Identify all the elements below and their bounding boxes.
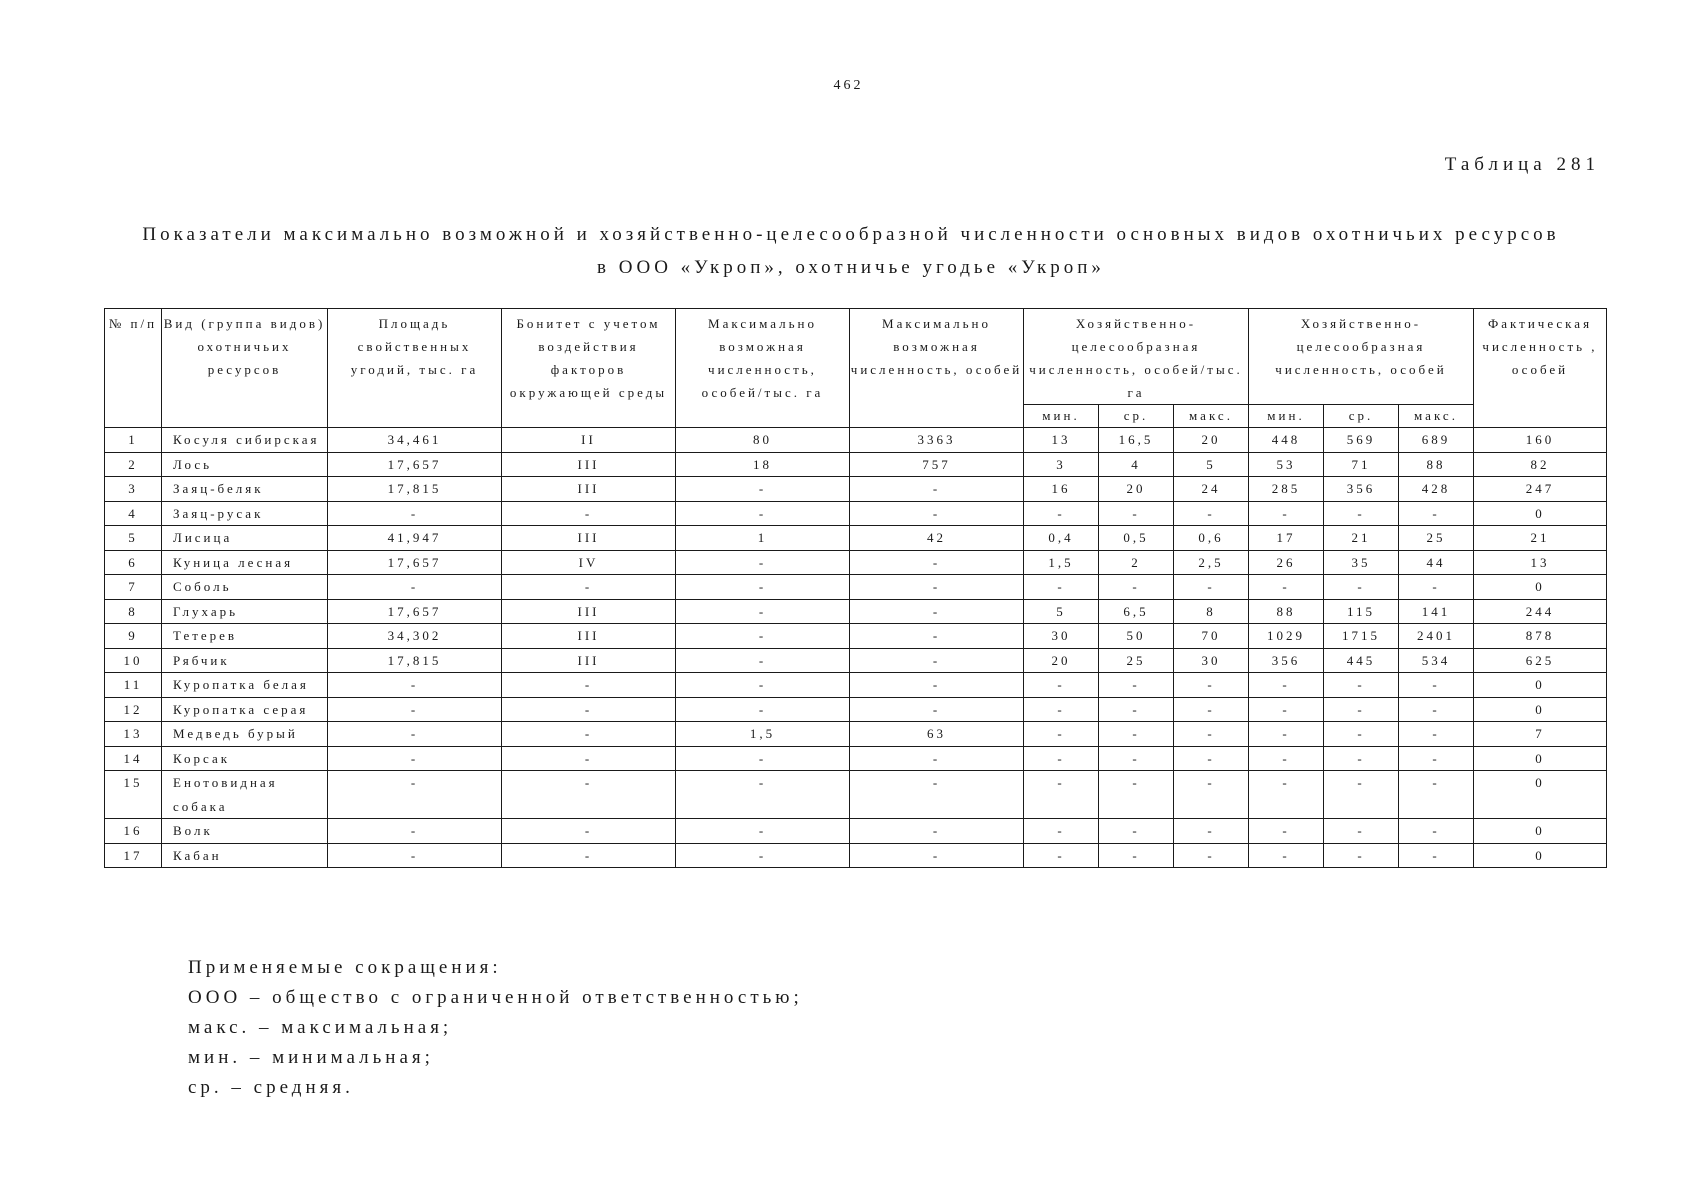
cell-max-density: 18 xyxy=(676,452,850,477)
table-title xyxy=(104,218,1598,284)
cell-species: Куропатка белая xyxy=(162,673,328,698)
cell-hcn-count-max: - xyxy=(1399,673,1474,698)
cell-hcn-count-avg: - xyxy=(1324,819,1399,844)
abbreviations-notes xyxy=(188,953,803,1103)
table-row xyxy=(105,428,1607,453)
table-label: Таблица 281 xyxy=(1444,154,1600,175)
table-row xyxy=(105,526,1607,551)
cell-hcn-density-avg: 4 xyxy=(1099,452,1174,477)
cell-max-count: - xyxy=(850,843,1024,868)
table-row xyxy=(105,624,1607,649)
cell-hcn-density-max: 30 xyxy=(1174,648,1249,673)
cell-actual: 878 xyxy=(1474,624,1607,649)
cell-max-density: - xyxy=(676,575,850,600)
cell-hcn-count-max: - xyxy=(1399,697,1474,722)
cell-area: - xyxy=(328,722,502,747)
cell-max-density: - xyxy=(676,501,850,526)
cell-hcn-count-avg: 445 xyxy=(1324,648,1399,673)
table-row xyxy=(105,648,1607,673)
cell-bonitet: - xyxy=(502,673,676,698)
cell-num: 9 xyxy=(105,624,162,649)
cell-num: 10 xyxy=(105,648,162,673)
cell-hcn-count-max: 88 xyxy=(1399,452,1474,477)
table-row xyxy=(105,819,1607,844)
cell-area: 34,302 xyxy=(328,624,502,649)
cell-num: 14 xyxy=(105,746,162,771)
cell-area: - xyxy=(328,819,502,844)
cell-bonitet: - xyxy=(502,843,676,868)
cell-hcn-density-avg: - xyxy=(1099,746,1174,771)
table-row xyxy=(105,575,1607,600)
cell-hcn-density-avg: - xyxy=(1099,575,1174,600)
table-row xyxy=(105,697,1607,722)
subheader-count-min: мин. xyxy=(1249,405,1324,428)
cell-hcn-count-avg: 35 xyxy=(1324,550,1399,575)
cell-area: 17,815 xyxy=(328,477,502,502)
cell-hcn-count-avg: 21 xyxy=(1324,526,1399,551)
cell-area: - xyxy=(328,501,502,526)
header-num: № п/п xyxy=(105,309,162,428)
cell-hcn-density-min: - xyxy=(1024,673,1099,698)
cell-hcn-count-avg: 115 xyxy=(1324,599,1399,624)
cell-hcn-count-min: - xyxy=(1249,501,1324,526)
cell-hcn-count-avg: 569 xyxy=(1324,428,1399,453)
cell-num: 7 xyxy=(105,575,162,600)
table-body xyxy=(105,428,1607,868)
cell-hcn-count-avg: - xyxy=(1324,673,1399,698)
cell-max-count: - xyxy=(850,697,1024,722)
table-row xyxy=(105,771,1607,819)
cell-species: Тетерев xyxy=(162,624,328,649)
cell-bonitet: - xyxy=(502,575,676,600)
cell-hcn-density-min: - xyxy=(1024,843,1099,868)
cell-hcn-count-max: - xyxy=(1399,501,1474,526)
cell-area: 17,657 xyxy=(328,452,502,477)
cell-area: 34,461 xyxy=(328,428,502,453)
table-row xyxy=(105,746,1607,771)
table-header-row xyxy=(105,309,1607,405)
cell-hcn-density-min: 1,5 xyxy=(1024,550,1099,575)
table-row xyxy=(105,673,1607,698)
cell-hcn-density-avg: 50 xyxy=(1099,624,1174,649)
cell-hcn-count-max: - xyxy=(1399,722,1474,747)
cell-hcn-count-avg: 356 xyxy=(1324,477,1399,502)
cell-hcn-density-max: - xyxy=(1174,673,1249,698)
subheader-count-avg: ср. xyxy=(1324,405,1399,428)
cell-bonitet: - xyxy=(502,697,676,722)
cell-max-count: - xyxy=(850,550,1024,575)
cell-hcn-density-min: - xyxy=(1024,722,1099,747)
cell-hcn-count-max: 2401 xyxy=(1399,624,1474,649)
cell-bonitet: - xyxy=(502,501,676,526)
cell-hcn-count-max: 25 xyxy=(1399,526,1474,551)
cell-species: Глухарь xyxy=(162,599,328,624)
cell-bonitet: III xyxy=(502,452,676,477)
cell-hcn-count-min: - xyxy=(1249,722,1324,747)
cell-actual: 160 xyxy=(1474,428,1607,453)
cell-actual: 0 xyxy=(1474,501,1607,526)
cell-hcn-count-max: - xyxy=(1399,746,1474,771)
cell-max-density: 1 xyxy=(676,526,850,551)
table-row xyxy=(105,452,1607,477)
cell-hcn-count-min: 448 xyxy=(1249,428,1324,453)
cell-species: Заяц-беляк xyxy=(162,477,328,502)
cell-num: 4 xyxy=(105,501,162,526)
table-row xyxy=(105,501,1607,526)
cell-hcn-density-avg: - xyxy=(1099,673,1174,698)
cell-hcn-density-max: - xyxy=(1174,771,1249,819)
cell-num: 11 xyxy=(105,673,162,698)
header-max-count: Максимально возможная численность, особей xyxy=(850,309,1024,428)
cell-max-count: - xyxy=(850,599,1024,624)
cell-hcn-count-avg: - xyxy=(1324,771,1399,819)
data-table-wrapper xyxy=(104,308,1606,868)
cell-bonitet: III xyxy=(502,624,676,649)
cell-species: Медведь бурый xyxy=(162,722,328,747)
cell-actual: 7 xyxy=(1474,722,1607,747)
cell-actual: 247 xyxy=(1474,477,1607,502)
cell-hcn-count-min: - xyxy=(1249,771,1324,819)
cell-hcn-count-avg: - xyxy=(1324,843,1399,868)
cell-hcn-density-max: 8 xyxy=(1174,599,1249,624)
cell-hcn-density-avg: 6,5 xyxy=(1099,599,1174,624)
cell-max-count: 3363 xyxy=(850,428,1024,453)
cell-hcn-count-avg: - xyxy=(1324,575,1399,600)
cell-actual: 82 xyxy=(1474,452,1607,477)
cell-hcn-density-avg: 0,5 xyxy=(1099,526,1174,551)
cell-num: 15 xyxy=(105,771,162,819)
cell-hcn-density-min: 13 xyxy=(1024,428,1099,453)
cell-hcn-count-min: 26 xyxy=(1249,550,1324,575)
cell-max-density: - xyxy=(676,697,850,722)
cell-hcn-density-min: - xyxy=(1024,819,1099,844)
cell-hcn-count-min: - xyxy=(1249,746,1324,771)
cell-hcn-count-avg: - xyxy=(1324,501,1399,526)
cell-hcn-count-min: - xyxy=(1249,673,1324,698)
cell-bonitet: III xyxy=(502,526,676,551)
cell-species: Лисица xyxy=(162,526,328,551)
cell-max-density: - xyxy=(676,819,850,844)
cell-hcn-count-min: 88 xyxy=(1249,599,1324,624)
cell-hcn-density-max: 0,6 xyxy=(1174,526,1249,551)
cell-num: 12 xyxy=(105,697,162,722)
abbreviation-item: ср. – средняя. xyxy=(188,1077,354,1098)
cell-max-density: - xyxy=(676,599,850,624)
cell-hcn-density-avg: 2 xyxy=(1099,550,1174,575)
cell-num: 6 xyxy=(105,550,162,575)
cell-hcn-density-min: - xyxy=(1024,746,1099,771)
table-row xyxy=(105,477,1607,502)
table-title-line-2: в ООО «Укроп», охотничье угодье «Укроп» xyxy=(597,257,1105,278)
header-bonitet: Бонитет с учетом воздействия факторов окружающей среды xyxy=(502,309,676,428)
cell-area: 41,947 xyxy=(328,526,502,551)
abbreviation-item: ООО – общество с ограниченной ответственностью; xyxy=(188,987,803,1008)
cell-species: Куница лесная xyxy=(162,550,328,575)
subheader-density-min: мин. xyxy=(1024,405,1099,428)
cell-area: - xyxy=(328,673,502,698)
data-table xyxy=(104,308,1607,868)
notes-heading: Применяемые сокращения: xyxy=(188,957,502,978)
cell-actual: 0 xyxy=(1474,697,1607,722)
cell-hcn-density-avg: - xyxy=(1099,697,1174,722)
cell-actual: 21 xyxy=(1474,526,1607,551)
cell-actual: 0 xyxy=(1474,746,1607,771)
cell-hcn-density-max: 24 xyxy=(1174,477,1249,502)
cell-max-count: - xyxy=(850,575,1024,600)
cell-area: - xyxy=(328,771,502,819)
table-row xyxy=(105,599,1607,624)
table-row xyxy=(105,550,1607,575)
cell-hcn-density-avg: 25 xyxy=(1099,648,1174,673)
cell-bonitet: IV xyxy=(502,550,676,575)
cell-hcn-density-avg: - xyxy=(1099,843,1174,868)
cell-hcn-density-max: - xyxy=(1174,697,1249,722)
cell-bonitet: - xyxy=(502,819,676,844)
table-title-line-1: Показатели максимально возможной и хозяйственно-целесообразной численности основных видов охотничьих ресурсов xyxy=(142,224,1560,245)
cell-area: 17,815 xyxy=(328,648,502,673)
cell-hcn-count-avg: - xyxy=(1324,746,1399,771)
cell-hcn-count-avg: 1715 xyxy=(1324,624,1399,649)
cell-hcn-density-min: - xyxy=(1024,575,1099,600)
cell-num: 8 xyxy=(105,599,162,624)
cell-actual: 0 xyxy=(1474,819,1607,844)
cell-hcn-density-max: - xyxy=(1174,819,1249,844)
cell-max-count: - xyxy=(850,624,1024,649)
cell-hcn-count-min: 17 xyxy=(1249,526,1324,551)
header-actual: Фактическая численность , особей xyxy=(1474,309,1607,428)
cell-area: - xyxy=(328,575,502,600)
header-species: Вид (группа видов) охотничьих ресурсов xyxy=(162,309,328,428)
cell-hcn-count-min: 285 xyxy=(1249,477,1324,502)
subheader-density-max: макс. xyxy=(1174,405,1249,428)
cell-hcn-density-min: - xyxy=(1024,771,1099,819)
cell-hcn-count-min: 53 xyxy=(1249,452,1324,477)
cell-bonitet: III xyxy=(502,477,676,502)
cell-max-count: - xyxy=(850,771,1024,819)
cell-max-density: - xyxy=(676,746,850,771)
header-max-density: Максимально возможная численность, особей/тыс. га xyxy=(676,309,850,428)
cell-num: 1 xyxy=(105,428,162,453)
cell-actual: 13 xyxy=(1474,550,1607,575)
cell-bonitet: III xyxy=(502,648,676,673)
cell-hcn-density-min: 16 xyxy=(1024,477,1099,502)
cell-hcn-density-min: 3 xyxy=(1024,452,1099,477)
cell-hcn-density-max: 2,5 xyxy=(1174,550,1249,575)
cell-hcn-density-min: - xyxy=(1024,697,1099,722)
cell-max-count: - xyxy=(850,819,1024,844)
cell-hcn-count-min: - xyxy=(1249,575,1324,600)
cell-hcn-density-max: - xyxy=(1174,722,1249,747)
cell-area: - xyxy=(328,746,502,771)
table-row xyxy=(105,843,1607,868)
cell-max-density: - xyxy=(676,550,850,575)
cell-species: Кабан xyxy=(162,843,328,868)
cell-hcn-count-max: - xyxy=(1399,819,1474,844)
cell-hcn-density-avg: 16,5 xyxy=(1099,428,1174,453)
cell-max-density: - xyxy=(676,843,850,868)
cell-hcn-count-avg: 71 xyxy=(1324,452,1399,477)
cell-actual: 0 xyxy=(1474,771,1607,819)
cell-hcn-count-max: - xyxy=(1399,843,1474,868)
cell-actual: 0 xyxy=(1474,575,1607,600)
cell-max-count: - xyxy=(850,673,1024,698)
cell-hcn-density-avg: 20 xyxy=(1099,477,1174,502)
cell-area: - xyxy=(328,697,502,722)
cell-species: Косуля сибирская xyxy=(162,428,328,453)
header-hcn-density: Хозяйственно-целесообразная численность, особей/тыс. га xyxy=(1024,309,1249,405)
cell-hcn-density-avg: - xyxy=(1099,722,1174,747)
cell-hcn-count-min: 356 xyxy=(1249,648,1324,673)
cell-max-count: - xyxy=(850,501,1024,526)
cell-max-density: - xyxy=(676,648,850,673)
cell-hcn-density-max: 70 xyxy=(1174,624,1249,649)
cell-hcn-density-avg: - xyxy=(1099,501,1174,526)
cell-species: Волк xyxy=(162,819,328,844)
cell-hcn-count-max: 689 xyxy=(1399,428,1474,453)
cell-hcn-count-min: 1029 xyxy=(1249,624,1324,649)
cell-hcn-count-min: - xyxy=(1249,819,1324,844)
cell-hcn-count-max: - xyxy=(1399,575,1474,600)
subheader-count-max: макс. xyxy=(1399,405,1474,428)
cell-max-count: - xyxy=(850,746,1024,771)
cell-hcn-density-min: 20 xyxy=(1024,648,1099,673)
cell-hcn-count-min: - xyxy=(1249,697,1324,722)
cell-hcn-density-avg: - xyxy=(1099,771,1174,819)
cell-species: Енотовидная собака xyxy=(162,771,328,819)
cell-max-count: 42 xyxy=(850,526,1024,551)
subheader-density-avg: ср. xyxy=(1099,405,1174,428)
cell-hcn-density-avg: - xyxy=(1099,819,1174,844)
cell-hcn-density-max: - xyxy=(1174,575,1249,600)
cell-max-density: - xyxy=(676,673,850,698)
cell-num: 5 xyxy=(105,526,162,551)
cell-hcn-count-avg: - xyxy=(1324,697,1399,722)
cell-hcn-count-max: 428 xyxy=(1399,477,1474,502)
cell-area: 17,657 xyxy=(328,599,502,624)
cell-max-count: - xyxy=(850,477,1024,502)
cell-hcn-density-min: - xyxy=(1024,501,1099,526)
cell-num: 2 xyxy=(105,452,162,477)
cell-hcn-density-max: - xyxy=(1174,746,1249,771)
cell-species: Лось xyxy=(162,452,328,477)
cell-species: Заяц-русак xyxy=(162,501,328,526)
cell-species: Куропатка серая xyxy=(162,697,328,722)
cell-hcn-count-max: - xyxy=(1399,771,1474,819)
cell-species: Соболь xyxy=(162,575,328,600)
cell-hcn-density-min: 0,4 xyxy=(1024,526,1099,551)
cell-bonitet: - xyxy=(502,746,676,771)
table-row xyxy=(105,722,1607,747)
cell-max-count: - xyxy=(850,648,1024,673)
cell-max-density: 1,5 xyxy=(676,722,850,747)
header-area: Площадь свойственных угодий, тыс. га xyxy=(328,309,502,428)
cell-hcn-density-max: 20 xyxy=(1174,428,1249,453)
cell-actual: 625 xyxy=(1474,648,1607,673)
cell-hcn-density-min: 30 xyxy=(1024,624,1099,649)
cell-area: 17,657 xyxy=(328,550,502,575)
cell-species: Корсак xyxy=(162,746,328,771)
cell-num: 16 xyxy=(105,819,162,844)
cell-max-density: - xyxy=(676,624,850,649)
cell-max-density: - xyxy=(676,477,850,502)
header-hcn-count: Хозяйственно-целесообразная численность, особей xyxy=(1249,309,1474,405)
cell-num: 3 xyxy=(105,477,162,502)
cell-hcn-count-max: 534 xyxy=(1399,648,1474,673)
cell-max-density: - xyxy=(676,771,850,819)
page-number: 462 xyxy=(833,78,864,93)
cell-max-density: 80 xyxy=(676,428,850,453)
cell-hcn-count-max: 44 xyxy=(1399,550,1474,575)
cell-hcn-count-min: - xyxy=(1249,843,1324,868)
cell-bonitet: III xyxy=(502,599,676,624)
cell-species: Рябчик xyxy=(162,648,328,673)
cell-bonitet: - xyxy=(502,771,676,819)
cell-actual: 244 xyxy=(1474,599,1607,624)
cell-num: 17 xyxy=(105,843,162,868)
cell-bonitet: II xyxy=(502,428,676,453)
cell-actual: 0 xyxy=(1474,843,1607,868)
cell-hcn-count-avg: - xyxy=(1324,722,1399,747)
cell-hcn-density-max: - xyxy=(1174,843,1249,868)
cell-num: 13 xyxy=(105,722,162,747)
cell-area: - xyxy=(328,843,502,868)
abbreviation-item: макс. – максимальная; xyxy=(188,1017,453,1038)
cell-actual: 0 xyxy=(1474,673,1607,698)
cell-hcn-density-max: - xyxy=(1174,501,1249,526)
cell-max-count: 757 xyxy=(850,452,1024,477)
cell-hcn-count-max: 141 xyxy=(1399,599,1474,624)
cell-max-count: 63 xyxy=(850,722,1024,747)
cell-hcn-density-min: 5 xyxy=(1024,599,1099,624)
abbreviation-item: мин. – минимальная; xyxy=(188,1047,434,1068)
cell-bonitet: - xyxy=(502,722,676,747)
cell-hcn-density-max: 5 xyxy=(1174,452,1249,477)
